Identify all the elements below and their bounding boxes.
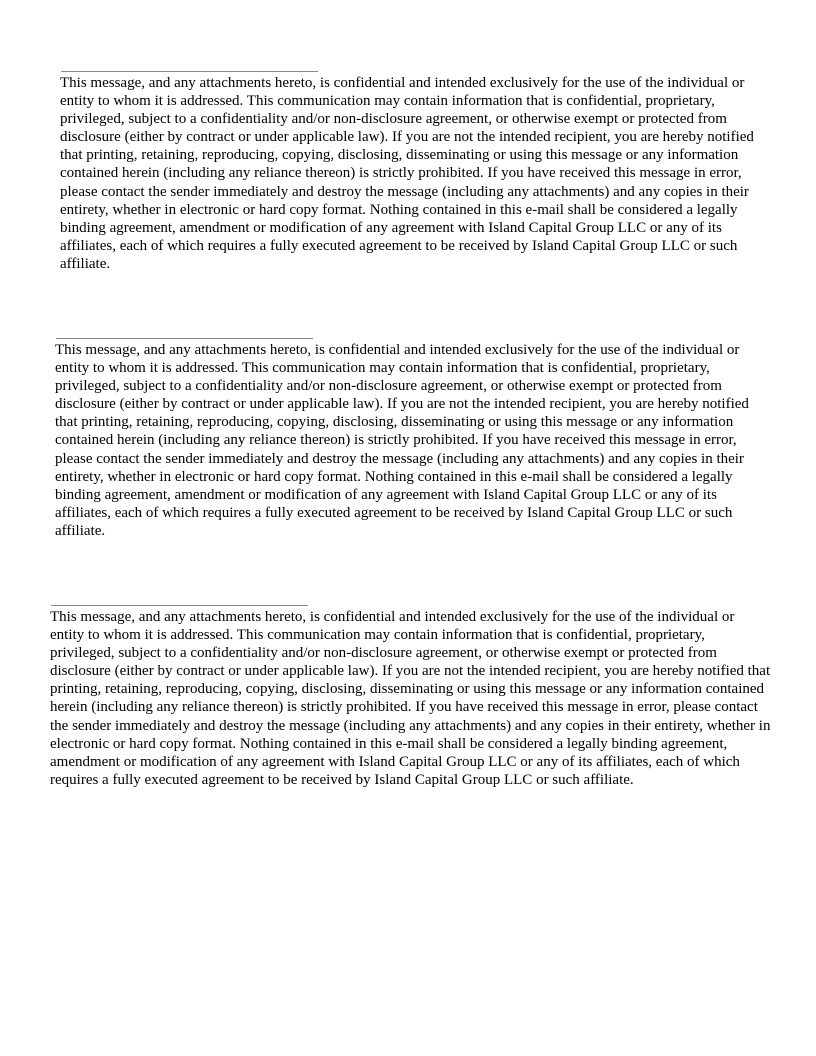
disclaimer-block-1: [60, 71, 760, 273]
confidentiality-disclaimer-text: This message, and any attachments hereto, is confidential and intended exclusively for the use of the individual or entity to whom it is addressed. This communication may contain information that is confidential, proprietary, privileged, subject to a confidentiality and/or non-disclosure agreement, or otherwise exempt or protected from disclosure (either by contract or under applicable law). If you are not the intended recipient, you are hereby notified that printing, retaining, reproducing, copying, disclosing, disseminating or using this message or any information contained herein (including any reliance thereon) is strictly prohibited. If you have received this message in error, please contact the sender immediately and destroy the message (including any attachments) and any copies in their entirety, whether in electronic or hard copy format. Nothing contained in this e-mail shall be considered a legally binding agreement, amendment or modification of any agreement with Island Capital Group LLC or any of its affiliates, each of which requires a fully executed agreement to be received by Island Capital Group LLC or such affiliate.: [55, 342, 749, 539]
signature-separator-rule: [51, 605, 308, 606]
disclaimer-block-2: [55, 338, 770, 540]
disclaimer-block-3: [50, 605, 772, 789]
signature-separator-rule: [56, 338, 313, 339]
signature-separator-rule: [61, 71, 318, 72]
confidentiality-disclaimer-text: This message, and any attachments hereto, is confidential and intended exclusively for the use of the individual or entity to whom it is addressed. This communication may contain information that is confidential, proprietary, privileged, subject to a confidentiality and/or non-disclosure agreement, or otherwise exempt or protected from disclosure (either by contract or under applicable law). If you are not the intended recipient, you are hereby notified that printing, retaining, reproducing, copying, disclosing, disseminating or using this message or any information contained herein (including any reliance thereon) is strictly prohibited. If you have received this message in error, please contact the sender immediately and destroy the message (including any attachments) and any copies in their entirety, whether in electronic or hard copy format. Nothing contained in this e-mail shall be considered a legally binding agreement, amendment or modification of any agreement with Island Capital Group LLC or any of its affiliates, each of which requires a fully executed agreement to be received by Island Capital Group LLC or such affiliate.: [50, 609, 771, 788]
confidentiality-disclaimer-text: This message, and any attachments hereto, is confidential and intended exclusively for the use of the individual or entity to whom it is addressed. This communication may contain information that is confidential, proprietary, privileged, subject to a confidentiality and/or non-disclosure agreement, or otherwise exempt or protected from disclosure (either by contract or under applicable law). If you are not the intended recipient, you are hereby notified that printing, retaining, reproducing, copying, disclosing, disseminating or using this message or any information contained herein (including any reliance thereon) is strictly prohibited. If you have received this message in error, please contact the sender immediately and destroy the message (including any attachments) and any copies in their entirety, whether in electronic or hard copy format. Nothing contained in this e-mail shall be considered a legally binding agreement, amendment or modification of any agreement with Island Capital Group LLC or any of its affiliates, each of which requires a fully executed agreement to be received by Island Capital Group LLC or such affiliate.: [60, 75, 754, 272]
